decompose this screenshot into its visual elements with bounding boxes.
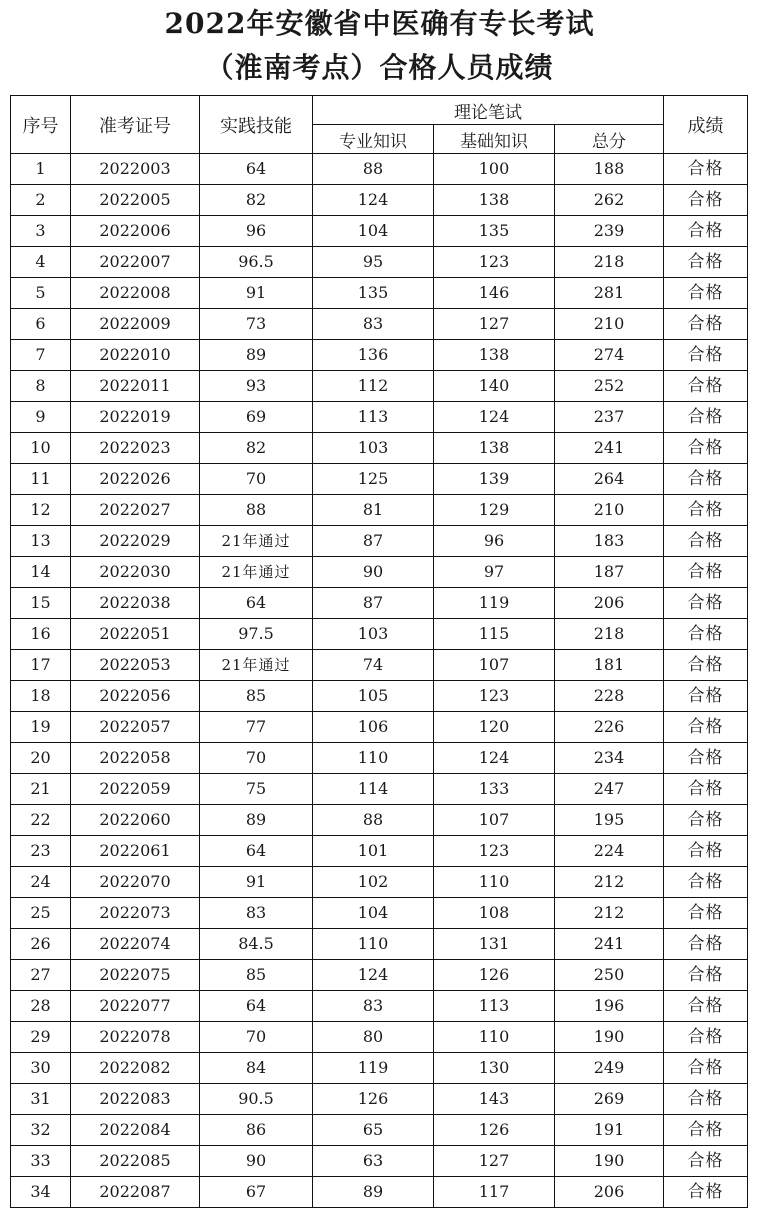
- scores-table: [10, 95, 748, 1208]
- cell-total: 195: [555, 805, 664, 836]
- cell-total: 269: [555, 1084, 664, 1115]
- cell-professional: 80: [313, 1022, 434, 1053]
- cell-professional: 83: [313, 991, 434, 1022]
- cell-practice: 89: [200, 340, 313, 371]
- table-row: [11, 464, 748, 495]
- cell-result: 合格: [664, 805, 748, 836]
- cell-result: 合格: [664, 402, 748, 433]
- cell-exam-id: 2022029: [71, 526, 200, 557]
- cell-professional: 110: [313, 743, 434, 774]
- cell-professional: 87: [313, 588, 434, 619]
- cell-seq: 16: [11, 619, 71, 650]
- table-row: [11, 867, 748, 898]
- cell-basic: 110: [434, 1022, 555, 1053]
- cell-seq: 20: [11, 743, 71, 774]
- cell-total: 224: [555, 836, 664, 867]
- table-row: [11, 154, 748, 185]
- cell-result: 合格: [664, 1084, 748, 1115]
- header-result: 成绩: [664, 96, 748, 154]
- cell-result: 合格: [664, 960, 748, 991]
- cell-practice: 91: [200, 867, 313, 898]
- table-header: [11, 96, 748, 154]
- cell-basic: 143: [434, 1084, 555, 1115]
- cell-basic: 96: [434, 526, 555, 557]
- cell-practice: 83: [200, 898, 313, 929]
- cell-practice: 82: [200, 433, 313, 464]
- header-seq: 序号: [11, 96, 71, 154]
- table-row: [11, 805, 748, 836]
- cell-result: 合格: [664, 371, 748, 402]
- cell-practice: 67: [200, 1177, 313, 1208]
- table-row: [11, 991, 748, 1022]
- cell-result: 合格: [664, 247, 748, 278]
- cell-practice: 86: [200, 1115, 313, 1146]
- cell-result: 合格: [664, 340, 748, 371]
- cell-professional: 103: [313, 433, 434, 464]
- cell-total: 187: [555, 557, 664, 588]
- cell-practice: 93: [200, 371, 313, 402]
- cell-total: 188: [555, 154, 664, 185]
- cell-professional: 135: [313, 278, 434, 309]
- cell-exam-id: 2022038: [71, 588, 200, 619]
- cell-exam-id: 2022060: [71, 805, 200, 836]
- cell-seq: 8: [11, 371, 71, 402]
- cell-practice: 70: [200, 464, 313, 495]
- header-basic: 基础知识: [434, 125, 555, 154]
- cell-total: 247: [555, 774, 664, 805]
- table-row: [11, 371, 748, 402]
- cell-result: 合格: [664, 1146, 748, 1177]
- cell-result: 合格: [664, 433, 748, 464]
- table-row: [11, 588, 748, 619]
- cell-result: 合格: [664, 309, 748, 340]
- cell-seq: 5: [11, 278, 71, 309]
- cell-total: 264: [555, 464, 664, 495]
- cell-seq: 21: [11, 774, 71, 805]
- cell-basic: 119: [434, 588, 555, 619]
- cell-result: 合格: [664, 185, 748, 216]
- table-row: [11, 929, 748, 960]
- cell-seq: 26: [11, 929, 71, 960]
- cell-professional: 95: [313, 247, 434, 278]
- cell-result: 合格: [664, 278, 748, 309]
- cell-basic: 123: [434, 247, 555, 278]
- cell-total: 252: [555, 371, 664, 402]
- cell-seq: 7: [11, 340, 71, 371]
- table-row: [11, 836, 748, 867]
- cell-practice: 91: [200, 278, 313, 309]
- cell-basic: 135: [434, 216, 555, 247]
- cell-total: 183: [555, 526, 664, 557]
- cell-professional: 81: [313, 495, 434, 526]
- cell-result: 合格: [664, 526, 748, 557]
- cell-result: 合格: [664, 774, 748, 805]
- cell-basic: 124: [434, 743, 555, 774]
- cell-exam-id: 2022082: [71, 1053, 200, 1084]
- cell-professional: 89: [313, 1177, 434, 1208]
- cell-total: 250: [555, 960, 664, 991]
- cell-seq: 29: [11, 1022, 71, 1053]
- cell-practice: 73: [200, 309, 313, 340]
- cell-total: 241: [555, 929, 664, 960]
- cell-professional: 104: [313, 216, 434, 247]
- cell-total: 181: [555, 650, 664, 681]
- cell-practice: 90.5: [200, 1084, 313, 1115]
- cell-practice: 75: [200, 774, 313, 805]
- cell-result: 合格: [664, 216, 748, 247]
- cell-result: 合格: [664, 1177, 748, 1208]
- cell-seq: 17: [11, 650, 71, 681]
- cell-professional: 83: [313, 309, 434, 340]
- cell-exam-id: 2022057: [71, 712, 200, 743]
- cell-practice: 70: [200, 743, 313, 774]
- cell-result: 合格: [664, 557, 748, 588]
- cell-basic: 126: [434, 1115, 555, 1146]
- cell-total: 237: [555, 402, 664, 433]
- cell-practice: 84: [200, 1053, 313, 1084]
- cell-exam-id: 2022058: [71, 743, 200, 774]
- cell-seq: 4: [11, 247, 71, 278]
- cell-basic: 138: [434, 185, 555, 216]
- table-row: [11, 619, 748, 650]
- cell-total: 281: [555, 278, 664, 309]
- cell-professional: 88: [313, 154, 434, 185]
- cell-basic: 117: [434, 1177, 555, 1208]
- cell-practice: 21年通过: [200, 526, 313, 557]
- cell-professional: 88: [313, 805, 434, 836]
- cell-basic: 131: [434, 929, 555, 960]
- cell-basic: 140: [434, 371, 555, 402]
- cell-professional: 105: [313, 681, 434, 712]
- cell-practice: 96.5: [200, 247, 313, 278]
- cell-exam-id: 2022075: [71, 960, 200, 991]
- cell-exam-id: 2022010: [71, 340, 200, 371]
- table-row: [11, 278, 748, 309]
- cell-result: 合格: [664, 929, 748, 960]
- cell-practice: 64: [200, 154, 313, 185]
- cell-total: 218: [555, 619, 664, 650]
- cell-result: 合格: [664, 1022, 748, 1053]
- table-row: [11, 526, 748, 557]
- cell-professional: 136: [313, 340, 434, 371]
- table-row: [11, 433, 748, 464]
- table-row: [11, 1022, 748, 1053]
- cell-result: 合格: [664, 619, 748, 650]
- cell-professional: 65: [313, 1115, 434, 1146]
- cell-professional: 124: [313, 185, 434, 216]
- cell-practice: 82: [200, 185, 313, 216]
- cell-practice: 97.5: [200, 619, 313, 650]
- cell-practice: 89: [200, 805, 313, 836]
- cell-seq: 9: [11, 402, 71, 433]
- cell-total: 218: [555, 247, 664, 278]
- cell-professional: 63: [313, 1146, 434, 1177]
- cell-exam-id: 2022061: [71, 836, 200, 867]
- cell-result: 合格: [664, 681, 748, 712]
- table-row: [11, 340, 748, 371]
- cell-exam-id: 2022003: [71, 154, 200, 185]
- cell-practice: 85: [200, 960, 313, 991]
- cell-basic: 110: [434, 867, 555, 898]
- table-row: [11, 681, 748, 712]
- cell-basic: 133: [434, 774, 555, 805]
- cell-exam-id: 2022073: [71, 898, 200, 929]
- cell-exam-id: 2022007: [71, 247, 200, 278]
- cell-professional: 125: [313, 464, 434, 495]
- table-row: [11, 1084, 748, 1115]
- header-practice: 实践技能: [200, 96, 313, 154]
- cell-exam-id: 2022053: [71, 650, 200, 681]
- header-exam-id: 准考证号: [71, 96, 200, 154]
- cell-seq: 12: [11, 495, 71, 526]
- table-row: [11, 557, 748, 588]
- cell-result: 合格: [664, 464, 748, 495]
- cell-seq: 25: [11, 898, 71, 929]
- cell-exam-id: 2022026: [71, 464, 200, 495]
- cell-total: 226: [555, 712, 664, 743]
- cell-result: 合格: [664, 1053, 748, 1084]
- cell-seq: 34: [11, 1177, 71, 1208]
- cell-basic: 115: [434, 619, 555, 650]
- header-theory: 理论笔试: [313, 96, 664, 125]
- table-row: [11, 1177, 748, 1208]
- cell-exam-id: 2022030: [71, 557, 200, 588]
- table-row: [11, 898, 748, 929]
- cell-basic: 120: [434, 712, 555, 743]
- cell-practice: 96: [200, 216, 313, 247]
- cell-total: 212: [555, 867, 664, 898]
- cell-practice: 21年通过: [200, 650, 313, 681]
- cell-exam-id: 2022023: [71, 433, 200, 464]
- cell-exam-id: 2022009: [71, 309, 200, 340]
- cell-basic: 108: [434, 898, 555, 929]
- cell-result: 合格: [664, 836, 748, 867]
- cell-professional: 104: [313, 898, 434, 929]
- cell-seq: 19: [11, 712, 71, 743]
- cell-result: 合格: [664, 495, 748, 526]
- cell-professional: 102: [313, 867, 434, 898]
- cell-basic: 129: [434, 495, 555, 526]
- page-subtitle: （淮南考点）合格人员成绩: [205, 51, 554, 84]
- cell-practice: 84.5: [200, 929, 313, 960]
- cell-seq: 3: [11, 216, 71, 247]
- cell-professional: 74: [313, 650, 434, 681]
- cell-basic: 138: [434, 433, 555, 464]
- cell-seq: 23: [11, 836, 71, 867]
- cell-exam-id: 2022059: [71, 774, 200, 805]
- cell-exam-id: 2022084: [71, 1115, 200, 1146]
- cell-total: 274: [555, 340, 664, 371]
- table-row: [11, 1146, 748, 1177]
- page-title: 2022年安徽省中医确有专长考试: [164, 7, 595, 40]
- cell-practice: 64: [200, 991, 313, 1022]
- cell-total: 190: [555, 1146, 664, 1177]
- cell-exam-id: 2022074: [71, 929, 200, 960]
- cell-result: 合格: [664, 588, 748, 619]
- cell-exam-id: 2022005: [71, 185, 200, 216]
- cell-exam-id: 2022056: [71, 681, 200, 712]
- cell-professional: 103: [313, 619, 434, 650]
- cell-practice: 90: [200, 1146, 313, 1177]
- header-total: 总分: [555, 125, 664, 154]
- table-row: [11, 650, 748, 681]
- cell-exam-id: 2022027: [71, 495, 200, 526]
- cell-total: 206: [555, 588, 664, 619]
- cell-basic: 123: [434, 836, 555, 867]
- table-row: [11, 185, 748, 216]
- table-row: [11, 960, 748, 991]
- table-body: [11, 154, 748, 1208]
- table-row: [11, 743, 748, 774]
- cell-basic: 100: [434, 154, 555, 185]
- cell-exam-id: 2022085: [71, 1146, 200, 1177]
- cell-total: 212: [555, 898, 664, 929]
- cell-basic: 123: [434, 681, 555, 712]
- cell-basic: 107: [434, 650, 555, 681]
- cell-basic: 126: [434, 960, 555, 991]
- cell-basic: 139: [434, 464, 555, 495]
- cell-result: 合格: [664, 1115, 748, 1146]
- cell-total: 241: [555, 433, 664, 464]
- cell-exam-id: 2022087: [71, 1177, 200, 1208]
- cell-seq: 31: [11, 1084, 71, 1115]
- cell-seq: 11: [11, 464, 71, 495]
- cell-exam-id: 2022008: [71, 278, 200, 309]
- header-professional: 专业知识: [313, 125, 434, 154]
- cell-basic: 146: [434, 278, 555, 309]
- cell-total: 190: [555, 1022, 664, 1053]
- cell-basic: 127: [434, 1146, 555, 1177]
- cell-total: 191: [555, 1115, 664, 1146]
- cell-seq: 24: [11, 867, 71, 898]
- cell-total: 234: [555, 743, 664, 774]
- cell-professional: 90: [313, 557, 434, 588]
- cell-seq: 27: [11, 960, 71, 991]
- cell-professional: 119: [313, 1053, 434, 1084]
- cell-professional: 114: [313, 774, 434, 805]
- cell-professional: 110: [313, 929, 434, 960]
- cell-basic: 107: [434, 805, 555, 836]
- cell-professional: 124: [313, 960, 434, 991]
- cell-exam-id: 2022077: [71, 991, 200, 1022]
- table-row: [11, 309, 748, 340]
- cell-practice: 85: [200, 681, 313, 712]
- cell-total: 196: [555, 991, 664, 1022]
- cell-total: 228: [555, 681, 664, 712]
- cell-basic: 138: [434, 340, 555, 371]
- cell-total: 206: [555, 1177, 664, 1208]
- table-row: [11, 774, 748, 805]
- cell-seq: 28: [11, 991, 71, 1022]
- cell-practice: 64: [200, 836, 313, 867]
- cell-seq: 18: [11, 681, 71, 712]
- cell-total: 262: [555, 185, 664, 216]
- cell-seq: 14: [11, 557, 71, 588]
- cell-professional: 112: [313, 371, 434, 402]
- cell-result: 合格: [664, 867, 748, 898]
- cell-practice: 77: [200, 712, 313, 743]
- table-row: [11, 712, 748, 743]
- cell-basic: 127: [434, 309, 555, 340]
- cell-practice: 21年通过: [200, 557, 313, 588]
- cell-seq: 32: [11, 1115, 71, 1146]
- table-row: [11, 495, 748, 526]
- cell-professional: 126: [313, 1084, 434, 1115]
- cell-seq: 15: [11, 588, 71, 619]
- cell-professional: 113: [313, 402, 434, 433]
- cell-seq: 1: [11, 154, 71, 185]
- cell-practice: 69: [200, 402, 313, 433]
- cell-basic: 130: [434, 1053, 555, 1084]
- cell-exam-id: 2022019: [71, 402, 200, 433]
- cell-practice: 88: [200, 495, 313, 526]
- cell-exam-id: 2022070: [71, 867, 200, 898]
- cell-total: 239: [555, 216, 664, 247]
- cell-basic: 124: [434, 402, 555, 433]
- cell-professional: 87: [313, 526, 434, 557]
- cell-result: 合格: [664, 743, 748, 774]
- cell-result: 合格: [664, 154, 748, 185]
- table-row: [11, 247, 748, 278]
- table-row: [11, 1053, 748, 1084]
- cell-total: 210: [555, 495, 664, 526]
- cell-total: 210: [555, 309, 664, 340]
- cell-result: 合格: [664, 991, 748, 1022]
- cell-basic: 97: [434, 557, 555, 588]
- cell-practice: 70: [200, 1022, 313, 1053]
- cell-professional: 101: [313, 836, 434, 867]
- cell-seq: 33: [11, 1146, 71, 1177]
- table-row: [11, 216, 748, 247]
- cell-seq: 6: [11, 309, 71, 340]
- cell-exam-id: 2022051: [71, 619, 200, 650]
- cell-result: 合格: [664, 898, 748, 929]
- cell-professional: 106: [313, 712, 434, 743]
- cell-exam-id: 2022083: [71, 1084, 200, 1115]
- cell-practice: 64: [200, 588, 313, 619]
- cell-exam-id: 2022011: [71, 371, 200, 402]
- cell-total: 249: [555, 1053, 664, 1084]
- cell-seq: 13: [11, 526, 71, 557]
- table-row: [11, 402, 748, 433]
- cell-seq: 22: [11, 805, 71, 836]
- table-row: [11, 1115, 748, 1146]
- cell-seq: 30: [11, 1053, 71, 1084]
- cell-seq: 2: [11, 185, 71, 216]
- cell-result: 合格: [664, 712, 748, 743]
- cell-basic: 113: [434, 991, 555, 1022]
- cell-exam-id: 2022078: [71, 1022, 200, 1053]
- cell-result: 合格: [664, 650, 748, 681]
- cell-seq: 10: [11, 433, 71, 464]
- cell-exam-id: 2022006: [71, 216, 200, 247]
